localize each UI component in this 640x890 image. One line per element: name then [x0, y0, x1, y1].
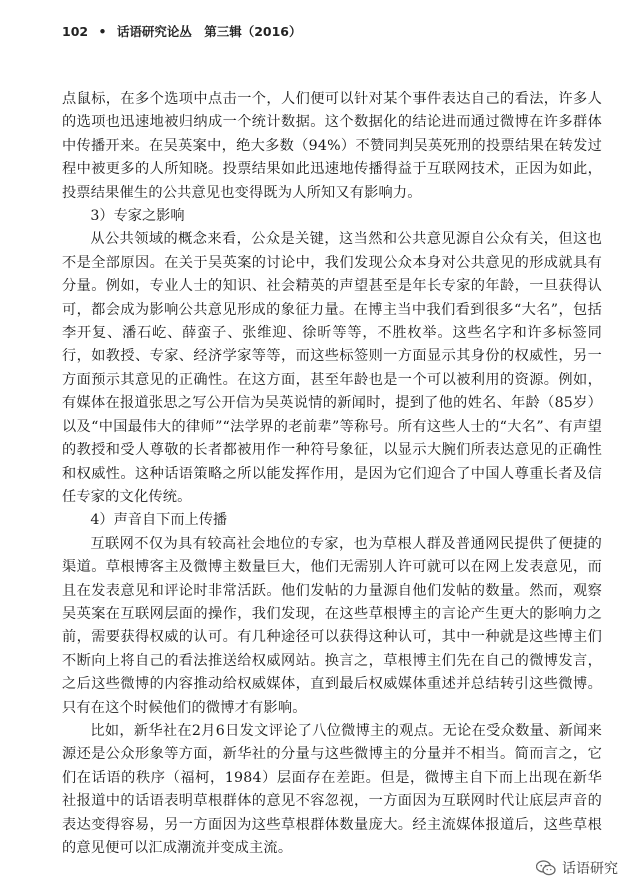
- paragraph-2: 从公共领域的概念来看，公众是关键，这当然和公共意见源自公众有关，但这也不是全部原因。在关于吴英案的讨论中，我们发现公众本身对公共意见的形成就具有分量。例如，专业人士的知识、社会精英的声望甚至是年长专家的年龄，一旦获得认可，都会成为影响公共意见形成的象征力量。在博主当中我们看到很多“大名”，包括李开复、潘石屹、薛蛮子、张维迎、徐昕等等，不胜枚举。这些名字和许多标签同行，如教授、专家、经济学家等等，而这些标签则一方面显示其身份的权威性，另一方面预示其意见的正确性。在这方面，甚至年龄也是一个可以被利用的资源。例如，有媒体在报道张思之写公开信为吴英说情的新闻时，提到了他的姓名、年龄（85岁）以及“中国最伟大的律师”“法学界的老前辈”等称号。所有这些人士的“大名”、有声望的教授和受人尊敬的长者都被用作一种符号象征，以显示大腕们所表达意见的正确性和权威性。这种话语策略之所以能发挥作用，是因为它们迎合了中国人尊重长者及信任专家的文化传统。: [62, 231, 602, 505]
- header-bullet: •: [98, 24, 107, 39]
- wechat-watermark: [536, 858, 618, 878]
- section-heading-3: 3）专家之影响: [90, 208, 185, 225]
- section-heading-4: 4）声音自下而上传播: [90, 512, 228, 529]
- paragraph-1: 点鼠标，在多个选项中点击一个，人们便可以针对某个事件表达自己的看法，许多人的选项也迅速地被归纳成一个统计数据。这个数据化的结论进而通过微博在许多群体中传播开来。在吴英案中，绝大多数（94%）不赞同判吴英死刑的投票结果在转发过程中被更多的人所知晓。投票结果如此迅速地传播得益于互联网技术，正因为如此，投票结果催生的公共意见也变得既为人所知又有影响力。: [62, 91, 602, 201]
- volume-label: 第三辑（2016）: [204, 24, 302, 39]
- running-header: [62, 22, 301, 40]
- page-number: 102: [62, 24, 89, 39]
- watermark-text: 话语研究: [562, 861, 618, 877]
- paragraph-3: 互联网不仅为具有较高社会地位的专家，也为草根人群及普通网民提供了便捷的渠道。草根博客主及微博主数量巨大，他们无需别人许可就可以在网上发表意见，而且在发表意见和评论时非常活跃。他们发帖的力量源自他们发帖的数量。然而，观察吴英案在互联网层面的操作，我们发现，在这些草根博主的言论产生更大的影响力之前，需要获得权威的认可。有几种途径可以获得这种认可，其中一种就是这些博主们不断向上将自己的看法推送给权威网站。换言之，草根博主们先在自己的微博发言，之后这些微博的内容推动给权威媒体，直到最后权威媒体重述并总结转引这些微博。只有在这个时候他们的微博才有影响。: [62, 535, 602, 716]
- page-body: [62, 88, 602, 860]
- paragraph-4: 比如，新华社在2月6日发文评论了八位微博主的观点。无论在受众数量、新闻来源还是公众形象等方面，新华社的分量与这些微博主的分量并不相当。简而言之，它们在话语的秩序（福柯，1984）层面存在差距。但是，微博主自下而上出现在新华社报道中的话语表明草根群体的意见不容忽视，一方面因为互联网时代让底层声音的表达变得容易，另一方面因为这些草根群体数量庞大。经主流媒体报道后，这些草根的意见便可以汇成潮流并变成主流。: [62, 722, 602, 856]
- series-title: 话语研究论丛: [116, 24, 192, 39]
- wechat-icon: [536, 860, 556, 876]
